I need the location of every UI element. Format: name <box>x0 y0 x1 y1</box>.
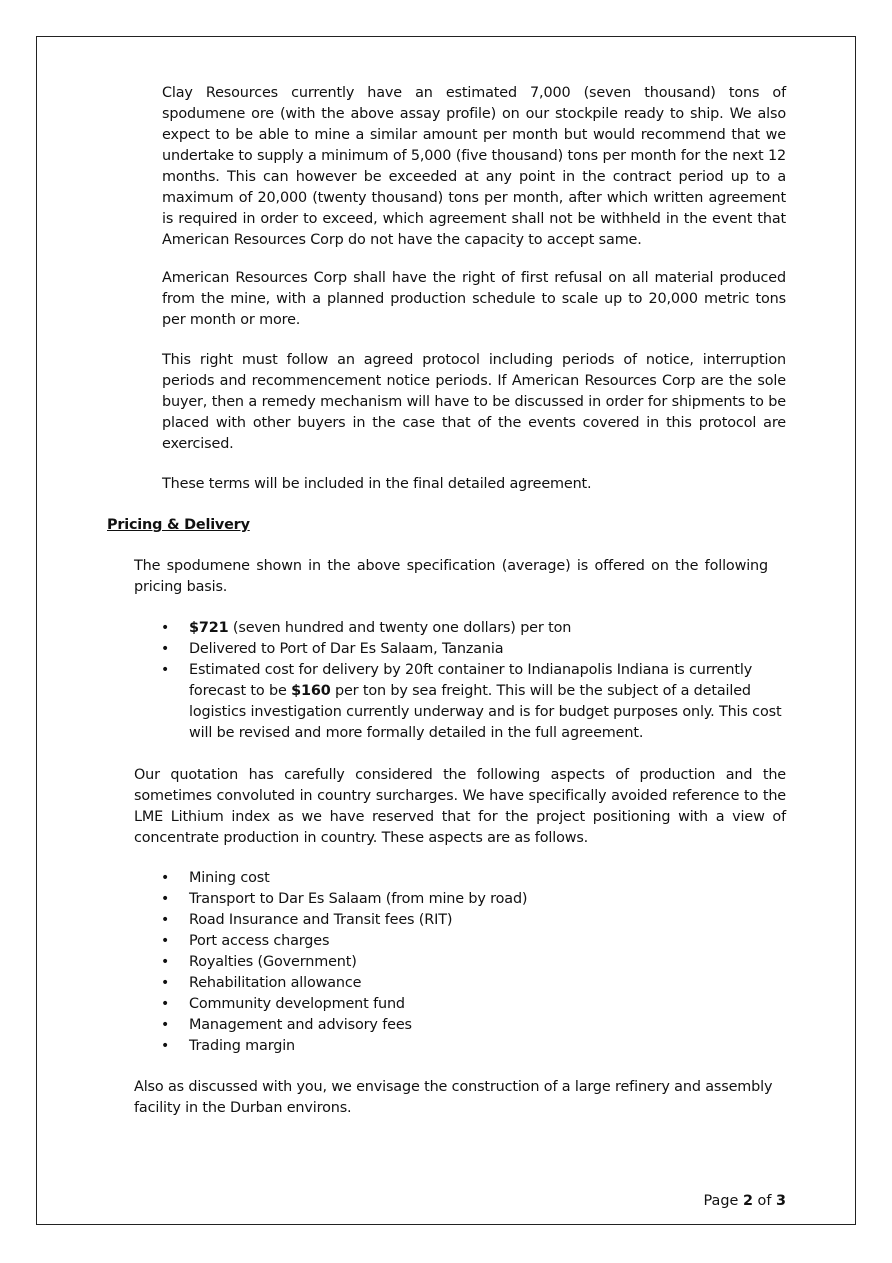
aspects-bullet-list <box>134 868 786 1057</box>
list-item <box>134 910 786 931</box>
bullet-icon: • <box>161 996 170 1012</box>
bullet-icon: • <box>161 620 170 636</box>
aspect-text: Road Insurance and Transit fees (RIT) <box>189 912 453 928</box>
bullet-icon: • <box>161 954 170 970</box>
list-item <box>134 973 786 994</box>
bullet-icon: • <box>161 912 170 928</box>
paragraph-pricing-intro: The spodumene shown in the above specification (average) is offered on the following pricing basis. <box>134 558 768 595</box>
paragraph-first-refusal: American Resources Corp shall have the right of first refusal on all material produced from the mine, with a planned production schedule to scale up to 20,000 metric tons per month or more. <box>162 270 786 328</box>
aspect-text: Port access charges <box>189 933 330 949</box>
list-item <box>134 618 786 639</box>
pricing-bullet-list <box>134 618 786 744</box>
paragraph-supply-volume: Clay Resources currently have an estimated 7,000 (seven thousand) tons of spodumene ore (with the above assay profile) on our stockpile ready to ship. We also expect to be able to mine a similar amount per month but would recommend that we undertake to supply a minimum of 5,000 (five thousand) tons per month for the next 12 months. This can however be exceeded at any point in the contract period up to a maximum of 20,000 (twenty thousand) tons per month, after which written agreement is required in order to exceed, which agreement shall not be withheld in the event that American Resources Corp do not have the capacity to accept same. <box>162 85 786 248</box>
price-text: (seven hundred and twenty one dollars) per ton <box>228 620 572 636</box>
price-value: $721 <box>189 620 229 636</box>
list-item <box>134 660 786 744</box>
list-item <box>134 639 786 660</box>
paragraph-protocol: This right must follow an agreed protocol including periods of notice, interruption periods and recommencement notice periods. If American Resources Corp are the sole buyer, then a remedy mechanism will have to be discussed in order for shipments to be placed with other buyers in the case that of the events covered in this protocol are exercised. <box>162 352 786 452</box>
paragraph-closing: Also as discussed with you, we envisage the construction of a large refinery and assembly facility in the Durban environs. <box>134 1079 773 1116</box>
aspect-text: Royalties (Government) <box>189 954 357 970</box>
page-of: of <box>752 1193 776 1209</box>
paragraph-quotation: Our quotation has carefully considered the following aspects of production and the sometimes convoluted in country surcharges. We have specifically avoided reference to the LME Lithium index as we have reserved that for the project positioning with a view of concentrate production in country. These aspects are as follows. <box>134 767 786 846</box>
list-item <box>134 1015 786 1036</box>
list-item <box>134 889 786 910</box>
aspect-text: Rehabilitation allowance <box>189 975 362 991</box>
bullet-icon: • <box>161 870 170 886</box>
bullet-icon: • <box>161 662 170 678</box>
delivery-text: Delivered to Port of Dar Es Salaam, Tanzania <box>189 641 504 657</box>
freight-price: $160 <box>291 683 331 699</box>
bullet-icon: • <box>161 641 170 657</box>
bullet-icon: • <box>161 975 170 991</box>
page-current: 2 <box>742 1193 753 1209</box>
aspect-text: Transport to Dar Es Salaam (from mine by road) <box>189 891 528 907</box>
list-item <box>134 931 786 952</box>
list-item <box>134 1036 786 1057</box>
page-total: 3 <box>775 1193 786 1209</box>
freight-text-pre: Estimated cost for delivery by 20ft container to Indianapolis Indiana is currently forecast to be <box>189 662 753 699</box>
section-heading-pricing: Pricing & Delivery <box>107 517 250 533</box>
aspect-text: Management and advisory fees <box>189 1017 412 1033</box>
aspect-text: Community development fund <box>189 996 405 1012</box>
paragraph-terms: These terms will be included in the final detailed agreement. <box>162 476 592 492</box>
bullet-icon: • <box>161 1017 170 1033</box>
page-label: Page <box>703 1193 743 1209</box>
freight-text-post: per ton by sea freight. This will be the subject of a detailed logistics investigation currently underway and is for budget purposes only. This cost will be revised and more formally detailed in the full agreement. <box>189 683 782 741</box>
list-item <box>134 994 786 1015</box>
bullet-icon: • <box>161 891 170 907</box>
aspect-text: Mining cost <box>189 870 270 886</box>
list-item <box>134 868 786 889</box>
page-number <box>704 1191 786 1212</box>
aspect-text: Trading margin <box>189 1038 296 1054</box>
bullet-icon: • <box>161 1038 170 1054</box>
bullet-icon: • <box>161 933 170 949</box>
list-item <box>134 952 786 973</box>
